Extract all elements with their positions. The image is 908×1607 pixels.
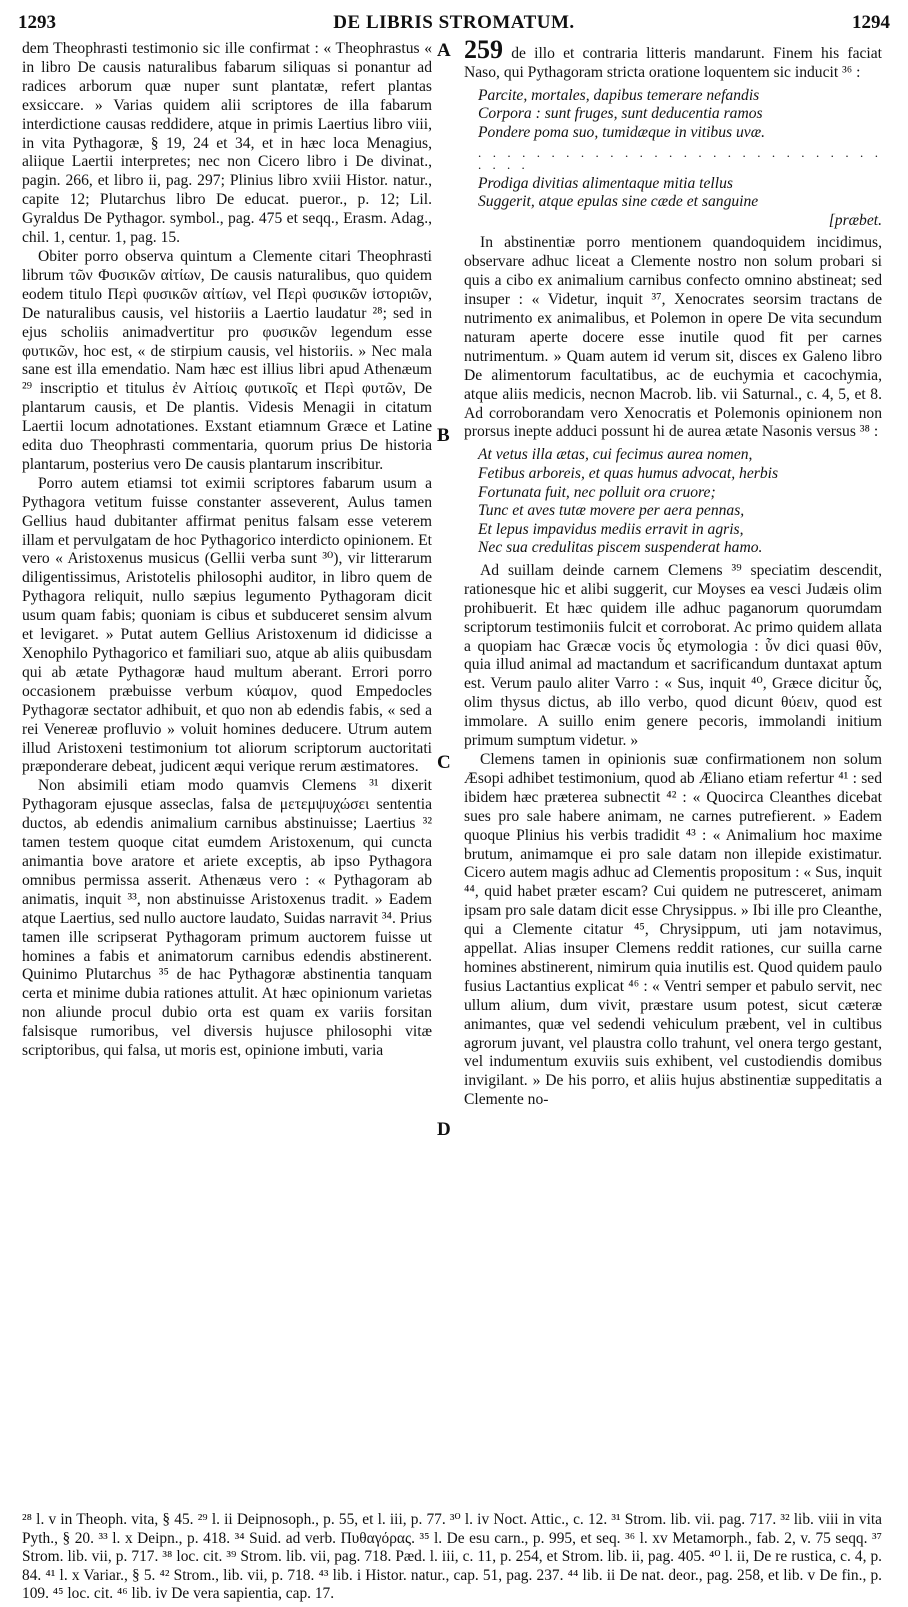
footnote: ³⁸ loc. cit. <box>162 1548 227 1565</box>
verse-line: Pondere poma suo, tumidæque in vitibus uvæ. <box>478 124 766 141</box>
footnote: ³² lib. viii in vita Pyth., § 20. <box>22 1511 883 1547</box>
footnote: ³⁴ Suid. ad verb. Πυθαγόρας. <box>234 1529 420 1547</box>
verse-block-1 <box>478 87 882 143</box>
footnote: ⁴⁶ lib. iv De vera sapientia, cap. 17. <box>116 1585 335 1602</box>
footnote: ⁴⁵ loc. cit. <box>52 1585 117 1602</box>
verse-block-3 <box>478 446 882 558</box>
page-header <box>18 12 890 38</box>
footnote: ⁴¹ l. x Variar., § 5. <box>45 1566 160 1584</box>
margin-letter-d: D <box>437 1119 451 1140</box>
verse-line: Nec sua credulitas piscem suspenderat hamo. <box>478 539 763 557</box>
footnote: ³⁶ l. xv Metamorph., fab. 2, v. 75 seqq. <box>625 1529 873 1547</box>
footnote: ²⁸ l. v in Theoph. vita, § 45. <box>22 1511 198 1528</box>
left-column-number: 1293 <box>18 12 56 33</box>
footnote: ⁴⁰ l. ii, De re rustica, c. 4, p. 84. <box>22 1548 883 1584</box>
footnote: ³⁹ Strom. lib. vii, pag. 718. Pæd. l. iii, c. 11, p. 254, et Strom. lib. ii, pag. 405. <box>226 1548 710 1565</box>
verse-line: Suggerit, atque epulas sine cæde et sanguine <box>478 193 759 211</box>
margin-letter-a: A <box>437 40 451 61</box>
verse-line: Fetibus arboreis, et quas humus advocat, herbis <box>478 464 779 482</box>
footnote: ³³ l. x Deipn., p. 418. <box>98 1529 235 1547</box>
verse-block-2 <box>478 175 882 231</box>
left-paragraph-4: Non absimili etiam modo quamvis Clemens ³¹ dixerit Pythagoram ejusque asseclas, falsa de μετεμψυχώσει sententia ductos, ab edendis animalium carnibus abstinuisse; Laertius ³² tamen testem quoque citat eumdem Aristoxenum, qui cuncta animantia bove aratore et ariete exceptis, ab ipso Pythagora omnibus permissa asserit. Athenæus vero : « Pythagoram ab animatis, inquit ³³, non abstinuisse Aristoxenus tradit. » Eadem atque Laertius, sed nullo auctore laudato, Suidas narravit ³⁴. Prius tamen ille scripserat Pythagoram primum auctorem fuisse ut homines a fabis et animatorum carnibus edendis abstinerent. Quinimo Plutarchus ³⁵ de hac Pythagoræ abstinentia tanquam certa et minime dubia rationes attulit. At hæc opinionum varietas non aliunde procul dubio orta est quam ex variis forsitan falsisque rumoribus, vel diversis hujusce philosophi vitæ scriptoribus, qui falsa, ut moris est, opinione imbuti, varia <box>22 777 432 1060</box>
footnote: ⁴⁴ lib. ii De nat. deor., pag. 258, et lib. v De fin., p. 109. <box>22 1566 882 1602</box>
verse-line: [præbet. <box>828 211 882 229</box>
right-paragraph-2: In abstinentiæ porro mentionem quandoquidem incidimus, observare adhuc liceat a Clemente nostro non solum probari si quis a cibo ex animalium carnibus confecto omnino abstineat; sed insuper : « Videtur, inquit ³⁷, Xenocrates seorsim tractans de nutrimento ex animalibus, et Polemon in opere De vita secundum naturam aperte docere esse inutile quod fit per carnes nutrimentum. » Quam autem id verum sit, disces ex Galeno libro De alimentorum facultatibus, ac de euchymia et cacochymia, atque aliis medicis, necnon Macrob. lib. vii Saturnal., c. 4, 5, et 8. Ad corroborandam vero Xenocratis et Polemonis opinionem non prorsus inepte adduci possunt hi de aurea ætate Nasonis versus ³⁸ : <box>464 234 882 441</box>
right-intro-text: de illo et contraria litteris mandarunt. Finem his faciat Naso, qui Pythagoram stricta oratione loquentem sic inducit ³⁶ : <box>464 45 882 81</box>
footnote: ³¹ Strom. lib. vii. pag. 717. <box>611 1511 781 1528</box>
verse-line: Et lepus impavidus mediis erravit in agris, <box>478 520 744 538</box>
footnote: ⁴³ lib. i Histor. natur., cap. 51, pag. 237. <box>318 1566 568 1584</box>
footnotes <box>22 1511 882 1604</box>
right-column-number: 1294 <box>852 12 890 33</box>
running-title: DE LIBRIS STROMATUM. <box>333 12 575 33</box>
footnote: ³⁵ l. De esu carn., p. 995, et seq. <box>419 1529 626 1547</box>
left-paragraph-3: Porro autem etiamsi tot eximii scriptores fabarum usum a Pythagora vetitum fuisse constanter asseverent, Aulus tamen Gellius haud dubitanter affirmat penitus falsam esse veterem illam et pervulgatam de hoc Pythagorico interdicto opinionem. Et vero « Aristoxenus musicus (Gellii verba sunt ³⁰), vir litterarum diligentissimus, Aristotelis philosophi auditor, in libro quem de Pythagora reliquit, nullo sæpius legumento Pythagoram dicit usum quam fabis; quoniam is cibus et subduceret sensim alvum et levigaret. » Putat autem Gellius Aristoxenum id didicisse a Xenophilo Pythagorico et familiari suo, atque ab aliis quibusdam qui ab ætate Pythagoræ haud multum aberant. Errori porro occasionem præbuisse verbum κύαμον, quod Empedocles Pythagoræ sectator adhibuit, et quo non ab edendis fabis, « sed a rei Venereæ profluvio » voluit homines deducere. Utrum autem illud Aristoxeni testimonium tot aliorum scriptorum auctoritati præponderare debeat, judicent æqui verique rerum æstimatores. <box>22 474 432 776</box>
page-marker: 259 <box>464 35 503 64</box>
left-paragraph-2: Obiter porro observa quintum a Clemente citari Theophrasti librum τῶν Φυσικῶν αἰτίων, De causis naturalibus, quo quidem eodem titulo Περὶ φυσικῶν αἰτίων, vel Περὶ φυσικῶν ἱστοριῶν, De naturalibus causis, vel historiis a Laertio laudatur ²⁸; sed in ejus scholiis animadvertitur pro φυσικῶν legendum esse φυτικῶν, hoc est, « de stirpium causis, vel historiis. » Nec mala sane est illa emendatio. Nam hæc est illius libri apud Athenæum ²⁹ inscriptio et titulus ἐν Αἰτίοις φυτικοῖς et Περὶ φυτῶν, De plantarum causis, et De plantis. Videsis Menagii in citatum Laertii locum adnotationes. Exstant etiamnum Græce et Latine edita duo Theophrasti commentaria, quorum prius De historia plantarum, posterius vero De causis plantarum inscribitur. <box>22 247 432 473</box>
footnote: ³⁷ Strom. lib. vii, p. 717. <box>22 1529 882 1565</box>
ellipsis-line: . . . . . . . . . . . . . . . . . . . . . . . . . . . . . . . . <box>478 144 882 172</box>
right-paragraph-1 <box>464 35 882 83</box>
footnote: ²⁹ l. ii Deipnosoph., p. 55, et l. iii, p. 77. <box>197 1511 450 1528</box>
right-paragraph-4: Clemens tamen in opinionis suæ confirmationem non solum Æsopi adhibet testimonium, quod ab Æliano etiam refertur ⁴¹ : sed ibidem hæc præterea subnectit ⁴² : « Quocirca Cleanthes dicebat sues pro sale habere animam, ne carnes putrefierent. » Eadem quoque Plinius his verbis tradidit ⁴³ : « Animalium hoc maxime brutum, animamque ei pro sale datam non illepide existimatur. Cicero autem magis adhuc ad Clementis propositum : « Sus, inquit ⁴⁴, quid habet præter escam? Cui quidem ne putresceret, animam ipsam pro sale datam dicit esse Chrysippus. » Ibi ille pro Cleanthe, qui a Clemente citatur ⁴⁵, Chrysippum, uti jam notavimus, appellat. Alias insuper Clemens reddit rationes, cur suilla carne homines abstinerent, nimirum quia inutilis est. Quod quidem paulo fusius Lactantius explicat ⁴⁶ : « Ventri semper et pabulo servit, nec ullum alium, dum vivit, præstare usum potest, sicut cæteræ animantes, quæ vel sedendi vehiculum præbent, vel in cultibus agrorum juvant, vel plaustra collo trahunt, vel onera tergo gestant, vel indumentum exuviis suis exhibent, vel custodiendis domibus invigilant. » De his porro, et aliis hujus abstinentiæ suppeditatis a Clemente no- <box>464 750 882 1109</box>
right-column <box>464 35 882 1110</box>
margin-letter-b: B <box>437 425 450 446</box>
right-paragraph-3: Ad suillam deinde carnem Clemens ³⁹ speciatim descendit, rationesque hic et alibi suggerit, cur Moyses ea vesci Judæis olim prohibuerit. Et hæc quidem ille adhuc paganorum quorumdam scriptorum testimoniis fulcit et corroborat. Ac primo quidem allata a quopiam hac Græcæ vocis ὗς etymologia : ὗν dici quasi θῦν, quia illud animal ad mactandum et sacrificandum duntaxat aptum est. Verum paulo aliter Varro : « Sus, inquit ⁴⁰, Græce dicitur ὗς, olim thysus dictus, ab illo verbo, quod dicunt θύειν, quod est immolare. A suillo enim genere pecoris, immolandi initium primum sumptum videtur. » <box>464 561 882 750</box>
verse-line: At vetus illa ætas, cui fecimus aurea nomen, <box>478 446 753 464</box>
margin-letter-c: C <box>437 752 451 773</box>
footnote: ³⁰ l. iv Noct. Attic., c. 12. <box>449 1511 612 1528</box>
left-paragraph-1: dem Theophrasti testimonio sic ille confirmat : « Theophrastus « in libro De causis naturalibus fabarum siliquas si ponantur ad radices arborum quæ nuper sunt plantatæ, refert plantas exsiccare. » Varias quidem alii scriptores de illa fabarum interdictione causas reddidere, atque in primis Laertius libro viii, in vita Pythagoræ, § 19, 24 et 34, et in hæc loca Menagius, aliique Laertii interpretes; nec non Cicero libro i De divinat., pagin. 266, et libro ii, pag. 297; Plinius libro xviii Histor. natur., capite 12; Plutarchus libro De educat. pueror., p. 12; Lil. Gyraldus De Pythagor. symbol., pag. 475 et seqq., Erasm. Adag., chil. 1, centur. 1, pag. 15. <box>22 40 432 247</box>
verse-line: Prodiga divitias alimentaque mitia tellus <box>478 174 733 192</box>
verse-line: Corpora : sunt fruges, sunt deducentia ramos <box>478 105 763 123</box>
left-column <box>22 40 432 1061</box>
verse-line: Parcite, mortales, dapibus temerare nefandis <box>478 86 760 104</box>
verse-line: Fortunata fuit, nec polluit ora cruore; <box>478 483 716 501</box>
verse-line: Tunc et aves tutæ movere per aera pennas, <box>478 502 745 520</box>
footnote: ⁴² Strom., lib. vii, p. 718. <box>159 1566 319 1584</box>
